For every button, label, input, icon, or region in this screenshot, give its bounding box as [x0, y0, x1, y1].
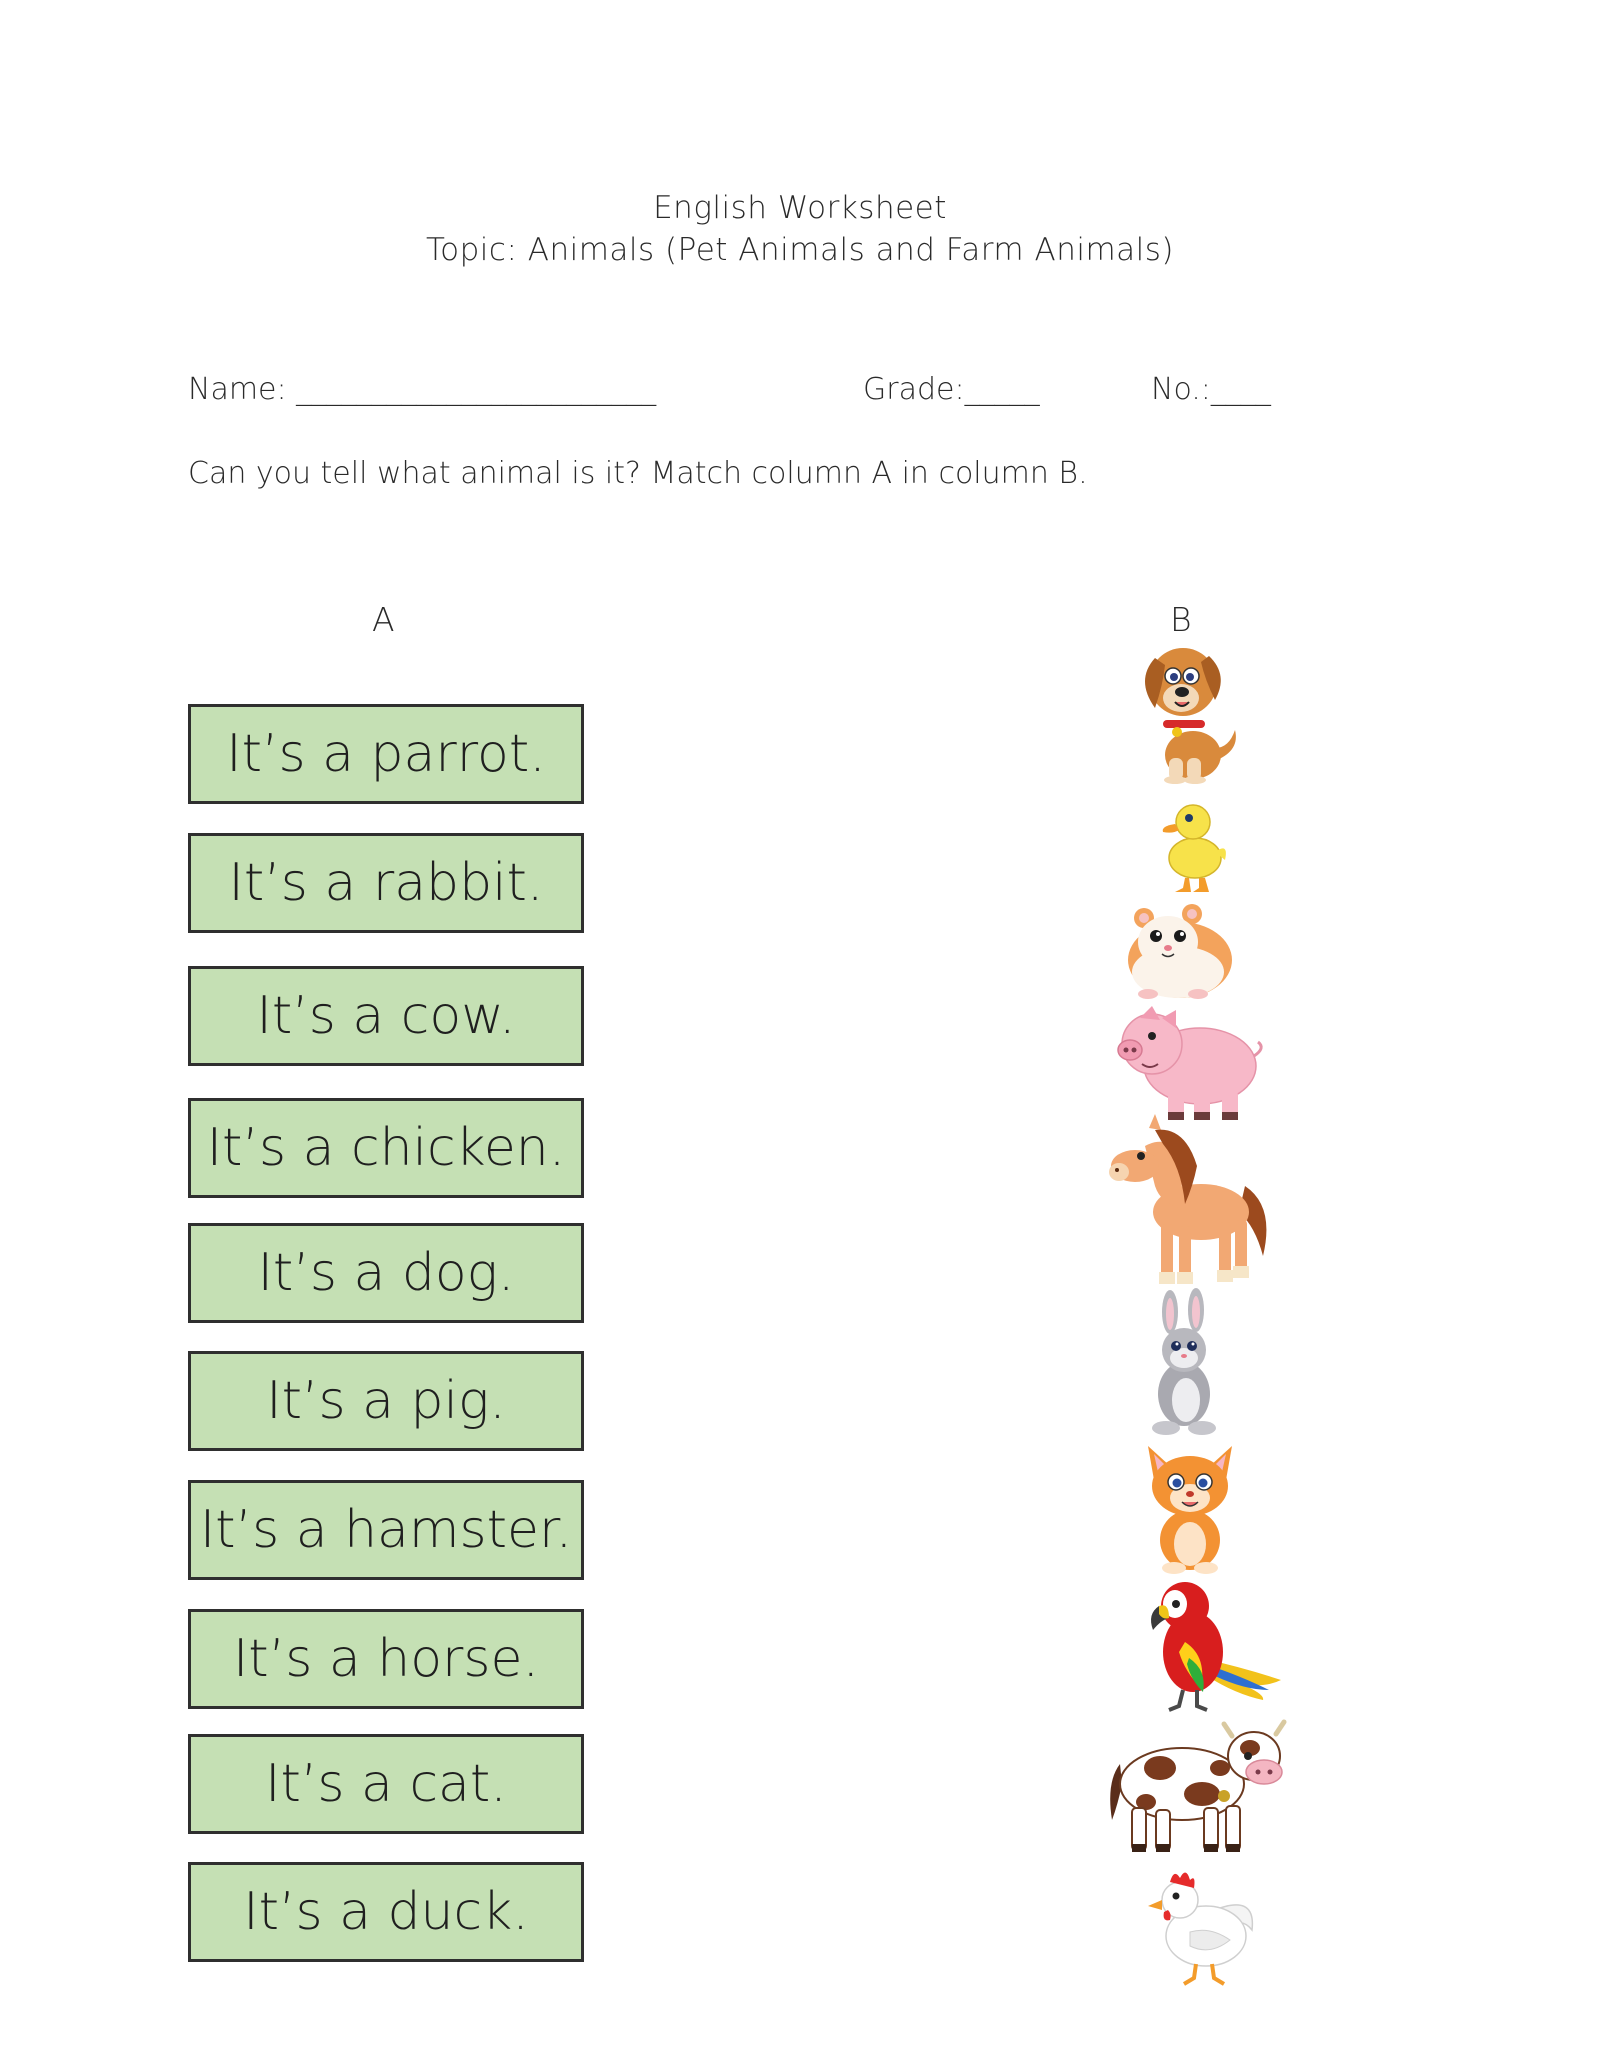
number-field: No.:____	[1151, 372, 1271, 407]
cow-icon	[1100, 1712, 1290, 1860]
name-field: Name: ________________________	[188, 372, 657, 407]
sentence-box-pig: It’s a pig.	[188, 1351, 584, 1451]
dog-icon	[1125, 630, 1245, 785]
cat-icon	[1140, 1440, 1240, 1575]
sentence-box-chicken: It’s a chicken.	[188, 1098, 584, 1198]
column-b-heading: B	[1170, 600, 1192, 639]
parrot-icon	[1145, 1572, 1285, 1714]
sentence-box-duck: It’s a duck.	[188, 1862, 584, 1962]
worksheet-title: English Worksheet	[653, 190, 947, 226]
chicken-icon	[1140, 1860, 1260, 1990]
grade-field: Grade:_____	[863, 372, 1040, 407]
sentence-box-horse: It’s a horse.	[188, 1609, 584, 1709]
horse-icon	[1105, 1116, 1271, 1294]
sentence-box-parrot: It’s a parrot.	[188, 704, 584, 804]
duck-icon	[1155, 788, 1233, 894]
sentence-box-cat: It’s a cat.	[188, 1734, 584, 1834]
rabbit-icon	[1140, 1290, 1230, 1440]
sentence-box-dog: It’s a dog.	[188, 1223, 584, 1323]
worksheet-topic: Topic: Animals (Pet Animals and Farm Animals)	[425, 232, 1175, 268]
column-a-heading: A	[372, 600, 395, 639]
hamster-icon	[1118, 896, 1236, 1002]
sentence-box-rabbit: It’s a rabbit.	[188, 833, 584, 933]
sentence-box-hamster: It’s a hamster.	[188, 1480, 584, 1580]
instruction-text: Can you tell what animal is it? Match column A in column B.	[188, 456, 1088, 491]
pig-icon	[1112, 1004, 1264, 1124]
sentence-box-cow: It’s a cow.	[188, 966, 584, 1066]
